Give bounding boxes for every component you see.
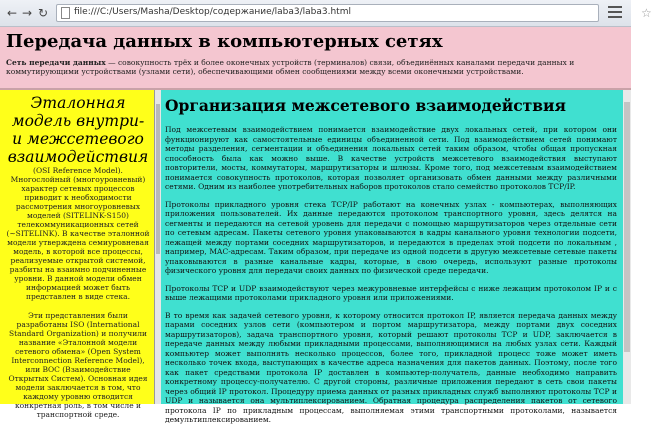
url-text: file:///C:/Users/Masha/Desktop/содержание/laba3/laba3.html bbox=[74, 7, 351, 17]
right-paragraph-3: Протоколы TCP и UDP взаимодействуют через межуровневые интерфейсы с ниже лежащим протоколом IP и с выше лежащими протоколами прикладного уровня или приложениями. bbox=[165, 283, 617, 302]
network-definition bbox=[6, 58, 625, 76]
star-icon[interactable]: ☆ bbox=[641, 6, 652, 20]
left-paragraph-2: Эти представления были разработаны ISO (International Standard Organization) и получили название «Эталонной модели сетевого обмена» (Open System Interconnection Reference Model), или ВОС (Взаимодействие Открытых Систем). Основная идея модели заключается в том, что каждому уровню отводится конкретная роль, в том числе и транспортной среде. bbox=[8, 311, 148, 419]
page-icon bbox=[61, 7, 70, 19]
left-title: Эталонная модель внутри- и межсетевого взаимодействия bbox=[7, 94, 149, 166]
right-scrollbar-thumb[interactable] bbox=[624, 102, 630, 352]
right-frame bbox=[161, 90, 623, 424]
address-bar[interactable] bbox=[56, 4, 652, 22]
back-icon[interactable]: ← bbox=[6, 6, 18, 20]
page-header bbox=[0, 27, 631, 90]
reload-icon[interactable]: ↻ bbox=[37, 6, 49, 20]
definition-term: Сеть передачи данных bbox=[6, 58, 106, 67]
right-scrollbar[interactable] bbox=[623, 90, 631, 404]
right-paragraph-4: В то время как задачей сетевого уровня, к которому относится протокол IP, является передача данных между парами соседних узлов сети (компьютером и портом маршрутизатора, между портами двух соседних маршрутизаторов), задача транспортного уровня, который решают протоколы TCP и UDP, заключается в передаче данных между любыми прикладными процессами, выполняющимися на любых узлах сети. Каждый компьютер может выполнять несколько процессов, более того, прикладной процесс тоже может иметь несколько точек входа, выступающих в качестве адреса назначения для пакетов данных. Поэтому, после того как пакет средствами протокола IP доставлен в компьютер-получатель, данные необходимо направить конкретному процессу-получателю. С другой стороны, различные приложения передают в сеть свои пакеты через общий IP протокол. Процедуру приема данных от разных прикладных служб выполняют протоколы TCP и UDP и называется она мультиплексированием. Обратная процедура распределения пакетов от сетевого протокола IP по прикладным процессам, выполняемая этими транспортными протоколами, называется демультиплексированием. bbox=[165, 310, 617, 424]
menu-icon[interactable] bbox=[608, 6, 622, 18]
left-frame bbox=[0, 90, 155, 419]
right-paragraph-1: Под межсетевым взаимодействием понимается взаимодействие двух локальных сетей, при котором они функционируют как самостоятельные единицы объединенной сети. Под взаимодействием сетей понимают методы разделения, сегментации и объединения локальных сетей таким образом, чтобы общая пропускная способность была как можно выше. В качестве устройств межсетевого взаимодействия выступают повторители, мосты, коммутаторы, маршрутизаторы и шлюзы. Кроме того, под межсетевым взаимодействием понимается совокупность протоколов, которая позволяет организовать обмен данными между различными сетями. Одним из наиболее употребительных наборов протоколов стало семейство протоколов TCP/IP. bbox=[165, 125, 617, 191]
definition-text: — совокупность трёх и более оконечных устройств (терминалов) связи, объединённых каналами передачи данных и коммутирующими устройствами (узлами сети), обеспечивающими обмен сообщениями между всеми оконечными устройствами. bbox=[6, 58, 575, 76]
page-title: Передача данных в компьютерных сетях bbox=[6, 31, 443, 52]
left-scrollbar-thumb[interactable] bbox=[156, 104, 160, 254]
forward-icon[interactable]: → bbox=[21, 6, 33, 20]
browser-toolbar bbox=[0, 0, 652, 27]
left-paragraph-1: (OSI Reference Model). Многослойный (многоуровневый) характер сетевых процессов приводит к необходимости рассмотрения многоуровневых моделей (SITELINK-S150) телекоммуникационных сетей (~SITELINK). В качестве эталонной модели утверждена семиуровневая модель, в которой все процессы, реализуемые открытой системой, разбиты на взаимно подчиненные уровни. В данной модели обмен информацией может быть представлен в виде стека. bbox=[6, 166, 150, 301]
right-title: Организация межсетевого взаимодействия bbox=[165, 96, 566, 115]
right-paragraph-2: Протоколы прикладного уровня стека TCP/IP работают на конечных узлах - компьютерах, выполняющих приложения пользователей. Их данные передаются протоколом транспортного уровня, здесь делятся на сегменты и передаются на сетевой уровень для передачи с помощью маршрутизаторов через отдельные сети по сетевым адресам. Пакеты сетевого уровня упаковываются в кадры канального уровня технологии подсети, лежащей между портами соседних маршрутизаторов, и передаются в пределах этой подсети по локальным , например, MAC-адресам. Таким образом, при передаче из одной подсети в другую межсетевые сетевые пакеты упаковываются в разные канальные кадры, которые, в свою очередь, используют разные протоколы физического уровня для передачи своих данных по физической среде передачи. bbox=[165, 199, 617, 275]
